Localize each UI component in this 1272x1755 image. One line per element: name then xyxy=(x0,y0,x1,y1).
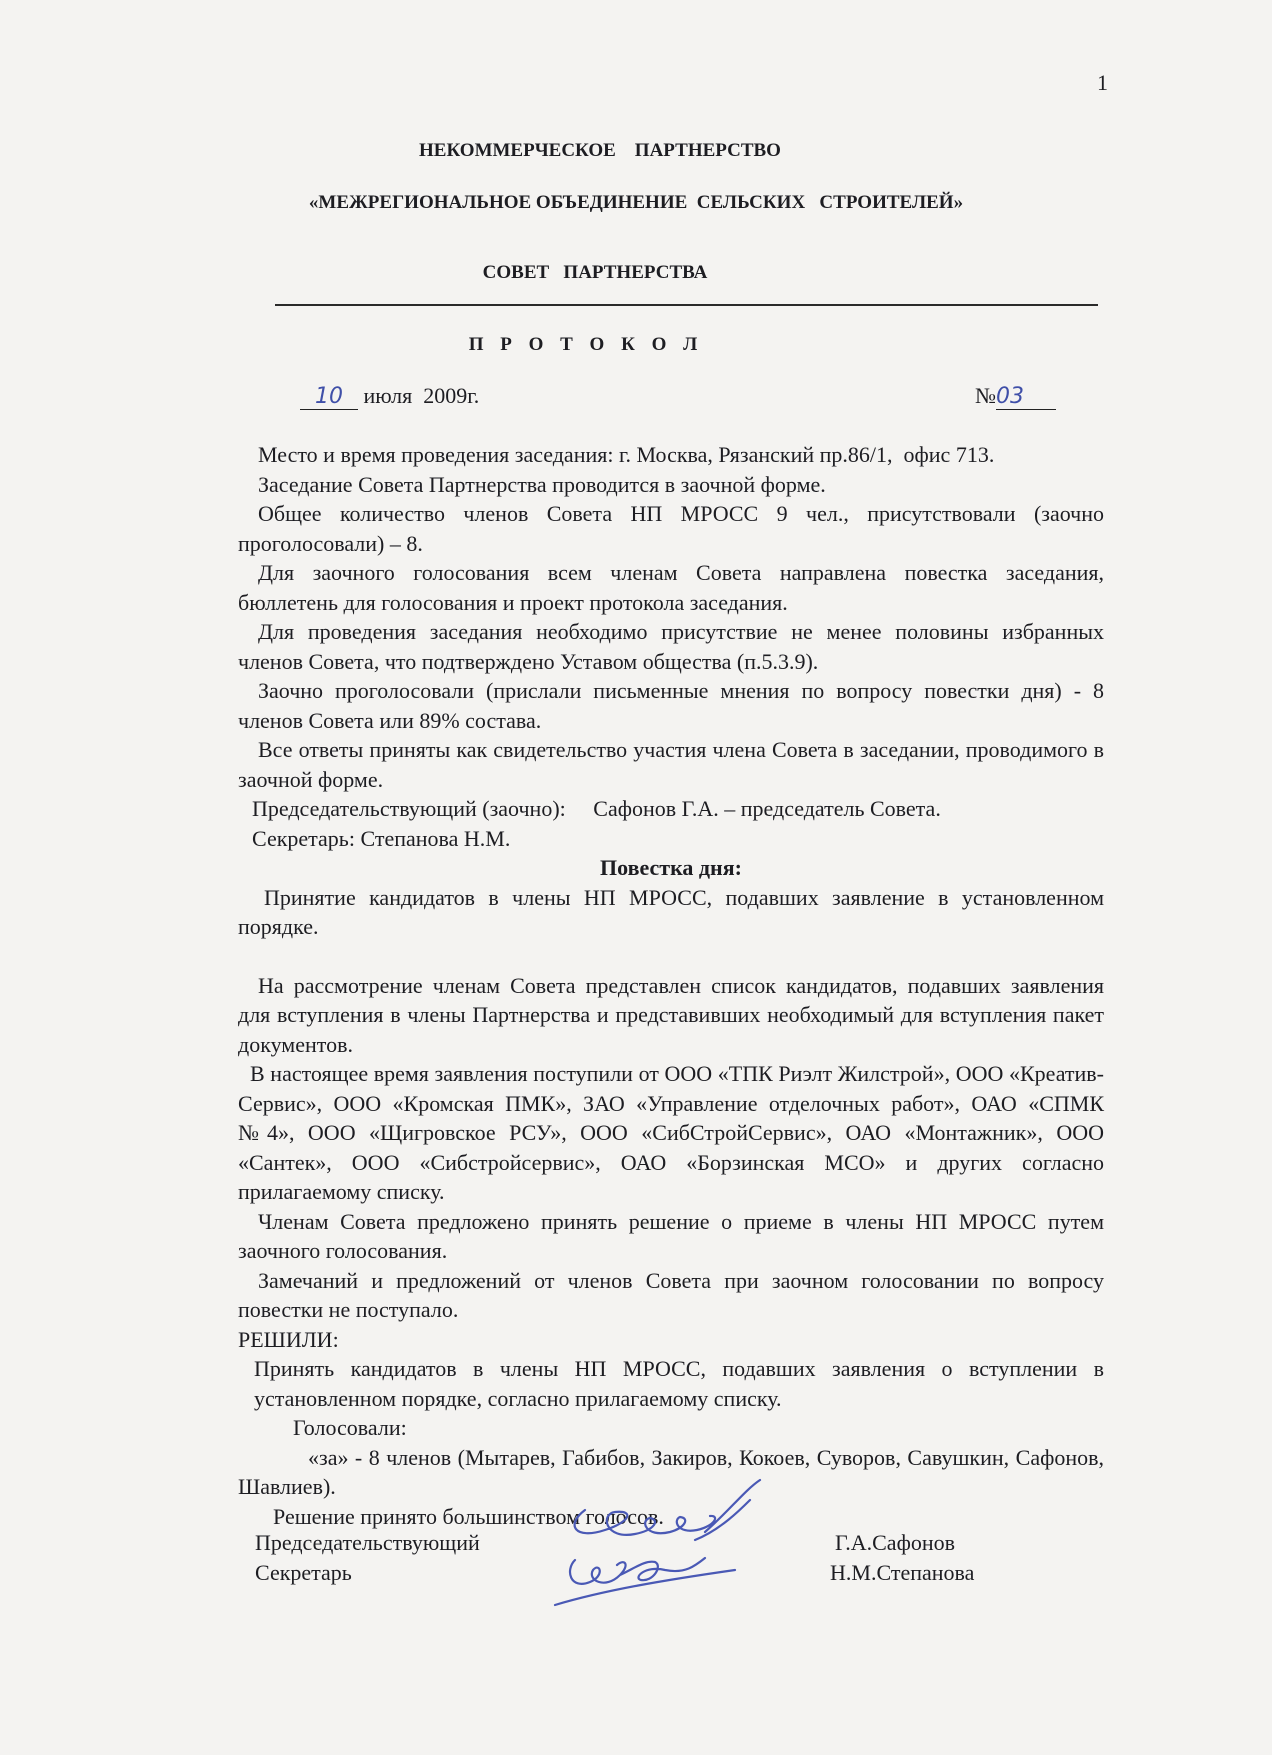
date-text: июля 2009г. xyxy=(358,383,480,408)
voted-label: Голосовали: xyxy=(293,1415,407,1440)
date-line xyxy=(300,383,479,410)
meeting-form: Заседание Совета Партнерства проводится в заочной форме. xyxy=(258,471,826,497)
handwritten-day: 10 xyxy=(300,384,358,410)
voted-members: Заочно проголосовали (прислали письменные мнения по вопросу повестки дня) - 8 членов Совета или 89% состава. xyxy=(238,678,1104,733)
decision-result: Решение принято большинством голосов. xyxy=(273,1503,664,1529)
council-heading: СОВЕТ ПАРТНЕРСТВА xyxy=(482,262,708,283)
protocol-body xyxy=(238,440,1104,1531)
decision-text: Принять кандидатов в члены НП МРОСС, подавших заявления о вступлении в установленном порядке, согласно прилагаемому списку. xyxy=(254,1356,1104,1411)
agenda-heading: Повестка дня: xyxy=(600,855,742,880)
voting-materials: Для заочного голосования всем членам Совета направлена повестка заседания, бюллетень для голосования и проект протокола заседания. xyxy=(238,560,1104,615)
spacer xyxy=(238,942,1104,971)
voting-proposal: Членам Совета предложено принять решение о приеме в члены НП МРОСС путем заочного голосования. xyxy=(238,1208,1104,1263)
secretary-line: Секретарь: Степанова Н.М. xyxy=(252,825,511,851)
secretary-name: Н.М.Степанова xyxy=(830,1560,975,1585)
handwritten-number: 03 xyxy=(996,384,1056,410)
no-remarks: Замечаний и предложений от членов Совета при заочном голосовании по вопросу повестки не поступало. xyxy=(238,1267,1104,1322)
meeting-place: Место и время проведения заседания: г. Москва, Рязанский пр.86/1, офис 713. xyxy=(258,442,995,467)
decision-label: РЕШИЛИ: xyxy=(238,1326,339,1352)
members-count: Общее количество членов Совета НП МРОСС 9 чел., присутствовали (заочно проголосовали) – 8. xyxy=(238,501,1104,556)
applications-received: В настоящее время заявления поступили от ООО «ТПК Риэлт Жилстрой», ООО «Креатив-Сервис», ООО «Кромская ПМК», ЗАО «Управление отделочных работ», ОАО «СПМК №4», ООО «Щигровское РСУ», ООО «СибСтройСервис», ОАО «Монтажник», ООО «Сантек», ООО «Сибстройсервис», ОАО «Борзинская МСО» и других согласно прилагаемому списку. xyxy=(238,1061,1104,1204)
secretary-role: Секретарь xyxy=(255,1560,352,1585)
page-number: 1 xyxy=(1097,70,1108,95)
chair-role: Председательствующий xyxy=(255,1530,480,1555)
votes-for: «за» - 8 членов (Мытарев, Габибов, Закиров, Кокоев, Суворов, Савушкин, Сафонов, Шавлиев). xyxy=(238,1444,1104,1499)
document-title: П Р О Т О К О Л xyxy=(468,334,704,355)
org-name-heading: «МЕЖРЕГИОНАЛЬНОЕ ОБЪЕДИНЕНИЕ СЕЛЬСКИХ СТРОИТЕЛЕЙ» xyxy=(308,192,964,213)
candidates-presented: На рассмотрение членам Совета представлен список кандидатов, подавших заявления для вступления в члены Партнерства и представивших необходимый для вступления пакет документов. xyxy=(238,972,1104,1057)
chair-name: Г.А.Сафонов xyxy=(835,1530,955,1555)
org-type-heading: НЕКОММЕРЧЕСКОЕ ПАРТНЕРСТВО xyxy=(419,140,781,161)
header-divider xyxy=(275,304,1098,306)
protocol-number xyxy=(975,383,1056,410)
chairperson-line: Председательствующий (заочно): Сафонов Г.А. – председатель Совета. xyxy=(252,796,941,821)
handwritten-signature xyxy=(545,1470,815,1620)
answers-accepted: Все ответы приняты как свидетельство участия члена Совета в заседании, проводимого в заочной форме. xyxy=(238,737,1104,792)
number-sign: № xyxy=(975,383,996,408)
quorum-requirement: Для проведения заседания необходимо присутствие не менее половины избранных членов Совета, что подтверждено Уставом общества (п.5.3.9). xyxy=(238,619,1104,674)
agenda-text: Принятие кандидатов в члены НП МРОСС, подавших заявление в установленном порядке. xyxy=(238,884,1104,939)
